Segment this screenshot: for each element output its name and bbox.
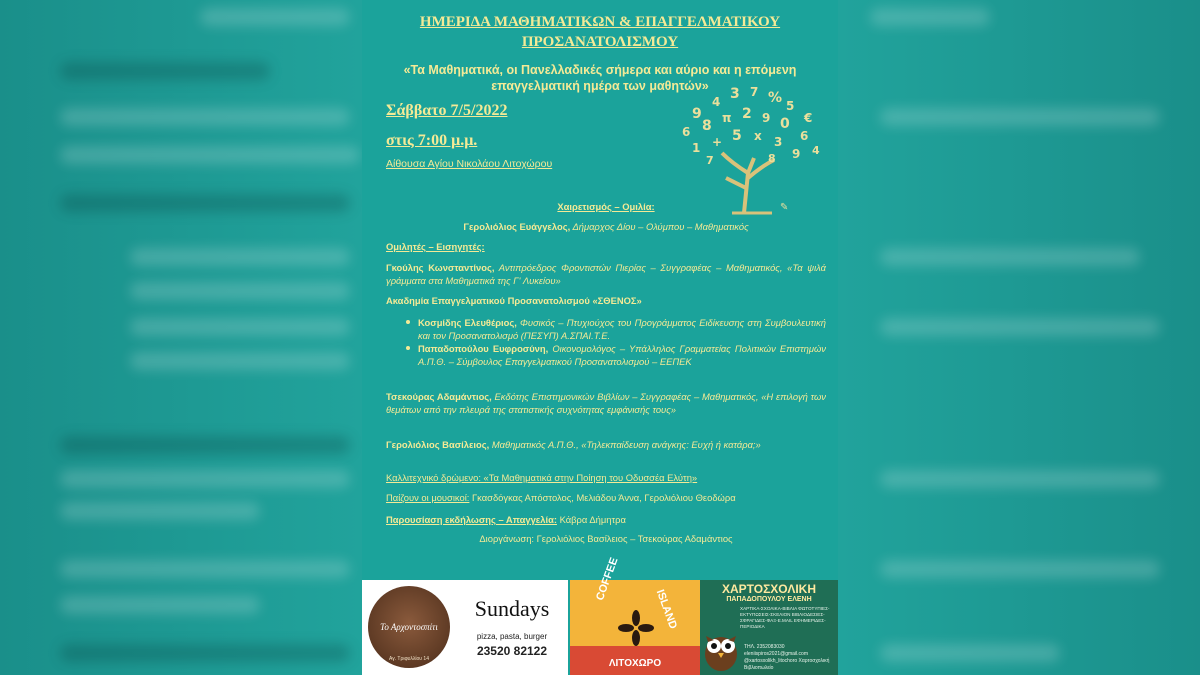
svg-text:9: 9: [762, 111, 771, 125]
event-time: στις 7:00 μ.μ.: [386, 132, 478, 149]
academy-speaker-2: [418, 342, 826, 368]
welcome-heading: Χαιρετισμός – Ομιλία:: [557, 201, 655, 212]
academy-speaker-1: [418, 316, 826, 342]
svg-text:3: 3: [774, 135, 783, 149]
svg-text:+: +: [712, 135, 723, 149]
archontospiti-address: Αγ. Τριφυλλίου 14: [389, 656, 429, 662]
sponsor-sundays: [456, 580, 568, 675]
svg-text:7: 7: [750, 85, 759, 99]
svg-text:π: π: [722, 111, 732, 125]
svg-text:5: 5: [732, 128, 742, 144]
svg-text:6: 6: [682, 125, 691, 139]
sub-2-name: Παπαδοπούλου Ευφροσύνη,: [418, 343, 549, 354]
svg-text:7: 7: [706, 154, 714, 167]
chartosxoliki-services: ΧΑΡΤΙΚΑ-ΣΧΟΛΙΚΑ-ΒΙΒΛΙΑ ΦΩΤΟΤΥΠΙΕΣ-ΕΚΤΥΠΩΣΕΙΣ-ΣΚΕΛΙΟΝ ΒΙΒΛΙΟΔΕΣΙΕΣ-ΣΦΡΑΓΙΔΕΣ-ΦΑΞ-E.MAIL ΕΦΗΜΕΡΙΔΕΣ-ΠΕΡΙΟΔΙΚΑ: [740, 606, 830, 629]
sundays-logo: Sundays: [474, 596, 550, 621]
svg-text:2: 2: [742, 106, 752, 122]
sundays-phone: 23520 82122: [476, 644, 548, 658]
subtitle-line-2: επαγγελματική ημέρα των μαθητών»: [491, 79, 709, 93]
musicians-line: [386, 491, 826, 504]
svg-text:0: 0: [780, 116, 790, 132]
welcome-role: Δήμαρχος Δίου – Ολύμπου – Μαθηματικός: [570, 221, 749, 232]
speaker-1: [386, 261, 826, 287]
number-tree-icon: [662, 78, 837, 218]
speaker-1-name: Γκούλης Κωνσταντίνος,: [386, 262, 495, 273]
svg-text:9: 9: [792, 147, 801, 161]
presentation-label: Παρουσίαση εκδήλωσης – Απαγγελία:: [386, 514, 557, 525]
speaker-2-role: Εκδότης Επιστημονικών Βιβλίων – Συγγραφέας – Μαθηματικός, «Η επιλογή των θεμάτων από την πλευρά της στατιστικής συχνότητας εμφάνισής τους»: [386, 391, 826, 415]
presentation-name: Κάβρα Δήμητρα: [556, 514, 626, 525]
welcome-name: Γερολιόλιος Ευάγγελος,: [463, 221, 571, 232]
event-date: Σάββατο 7/5/2022: [386, 102, 508, 119]
title-line-1: ΗΜΕΡΙΔΑ ΜΑΘΗΜΑΤΙΚΩΝ & ΕΠΑΓΓΕΛΜΑΤΙΚΟΥ: [419, 14, 781, 30]
svg-text:4: 4: [712, 95, 721, 109]
speaker-2-name: Τσεκούρας Αδαμάντιος,: [386, 391, 492, 402]
svg-text:4: 4: [812, 144, 820, 157]
archontospiti-logo: [368, 586, 450, 668]
title-line-2: ΠΡΟΣΑΝΑΤΟΛΙΣΜΟΥ: [521, 34, 679, 50]
sponsor-chartosxoliki: [700, 580, 838, 675]
svg-text:5: 5: [786, 99, 795, 113]
svg-text:x: x: [754, 129, 762, 143]
event-venue: Αίθουσα Αγίου Νικολάου Λιτοχώρου: [386, 158, 553, 170]
speakers-heading: Ομιλητές – Εισηγητές:: [386, 241, 485, 252]
chartosxoliki-name: ΧΑΡΤΟΣΧΟΛΙΚΗ: [721, 582, 816, 596]
welcome-line: [386, 220, 826, 233]
sub-2-role: Οικονομολόγος – Υπάλληλος Γραμματείας Πολιτικών Επιστημών Α.Π.Θ. – Σύμβουλος Επαγγελματικού Προσανατολισμού – ΕΕΠΕΚ: [418, 343, 826, 367]
academy-heading: Ακαδημία Επαγγελματικού Προσανατολισμού «ΣΘΕΝΟΣ»: [386, 295, 642, 306]
sponsor-coffee-island: [570, 556, 700, 675]
speaker-3: [386, 438, 826, 451]
svg-text:€: €: [804, 111, 813, 125]
svg-text:✎: ✎: [780, 202, 789, 213]
speaker-1-role: Αντιπρόεδρος Φροντιστών Πιερίας – Συγγραφέας – Μαθηματικός, «Τα ψιλά γράμματα στα Μαθηματικά της Γ' Λυκείου»: [386, 262, 826, 286]
academy-speakers: [386, 316, 826, 368]
chartosxoliki-owner: ΠΑΠΑΔΟΠΟΥΛΟΥ ΕΛΕΝΗ: [726, 596, 812, 603]
coffee-word: COFFEE: [594, 556, 621, 603]
flower-icon: [618, 610, 654, 646]
svg-text:3: 3: [730, 86, 740, 102]
subtitle-line-1: «Τα Μαθηματικά, οι Πανελλαδικές σήμερα και αύριο και η επόμενη: [403, 63, 797, 77]
event-poster: [362, 0, 838, 675]
musicians-names: Γκασδόγκας Απόστολος, Μελιάδου Άννα, Γερολιόλιου Θεοδώρα: [469, 492, 736, 503]
poster-title: [362, 12, 838, 52]
sundays-tagline: pizza, pasta, burger: [476, 632, 548, 641]
island-word: ISLAND: [653, 588, 680, 631]
coffee-location: ΛΙΤΟΧΩΡΟ: [608, 658, 662, 669]
sponsor-archontospiti: [362, 580, 456, 675]
svg-text:8: 8: [768, 152, 776, 165]
archontospiti-name: Το Αρχοντοσπίτι: [380, 622, 438, 632]
organization-line: Διοργάνωση: Γερολιόλιος Βασίλειος – Τσεκούρας Αδαμάντιος: [479, 533, 733, 544]
chartosxoliki-contact: ΤΗΛ. 2352083030 eleniispiros2021@gmail.com @xartosxolikh_litochoro Χαρτοσχολική Βιβλιοπωλείο: [744, 644, 830, 671]
artistic-performance: Καλλιτεχνικό δρώμενο: «Τα Μαθηματικά στην Ποίηση του Οδυσσέα Ελύτη»: [386, 472, 698, 483]
musicians-label: Παίζουν οι μουσικοί:: [386, 492, 470, 503]
speaker-3-name: Γερολιόλιος Βασίλειος,: [386, 439, 490, 450]
svg-text:9: 9: [692, 106, 702, 122]
speaker-3-role: Μαθηματικός Α.Π.Θ., «Τηλεκπαίδευση ανάγκης: Ευχή ή κατάρα;»: [489, 439, 761, 450]
svg-text:%: %: [768, 90, 783, 106]
svg-text:1: 1: [692, 141, 701, 155]
speaker-2: [386, 390, 826, 416]
sponsor-strip: [362, 556, 838, 675]
svg-text:6: 6: [800, 129, 809, 143]
sub-1-role: Φυσικός – Πτυχιούχος του Προγράμματος Ειδίκευσης στη Συμβουλευτική και τον Προσανατολισμό (ΠΕΣΥΠ) Α.ΣΠΑΙ.Τ.Ε.: [418, 317, 826, 341]
sub-1-name: Κοσμίδης Ελευθέριος,: [418, 317, 517, 328]
svg-text:8: 8: [702, 118, 712, 134]
owl-icon: [702, 624, 740, 672]
presentation-line: [386, 513, 826, 526]
